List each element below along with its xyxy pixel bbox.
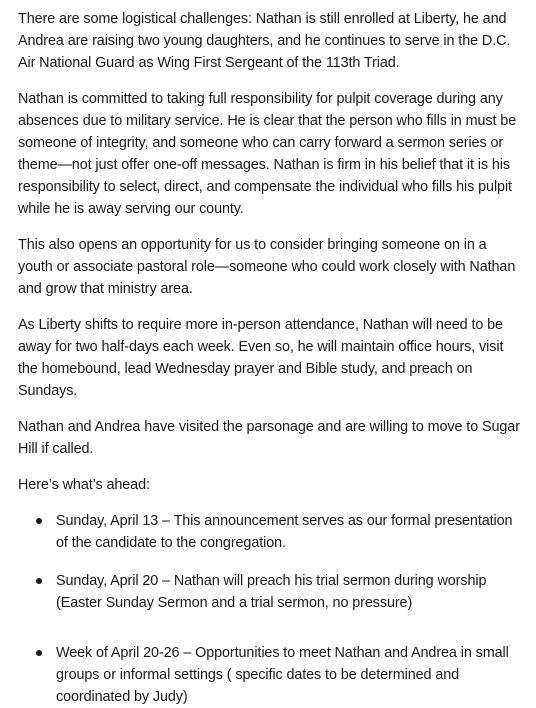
paragraph-liberty-attendance: As Liberty shifts to require more in-person attendance, Nathan will need to be away for two half-days each week. Even so, he will maintain office hours, visit the homebound, lead Wednesday prayer and Bible study, and preach on Sundays. [18, 317, 504, 399]
schedule-list [18, 510, 522, 708]
paragraph-pulpit-coverage: Nathan is committed to taking full responsibility for pulpit coverage during any absences due to military service. He is clear that the person who fills in must be someone of integrity, and someone who can carry forward a sermon series or theme—not just offer one-off messages. Nathan is firm in his belief that it is his responsibility to select, direct, and compensate the individual who fills his pulpit while he is away serving our county. [18, 91, 517, 217]
paragraph-parsonage: Nathan and Andrea have visited the parsonage and are willing to move to Sugar Hill if called. [18, 419, 520, 457]
paragraph-youth-role: This also opens an opportunity for us to consider bringing someone on in a youth or associate pastoral role—someone who could work closely with Nathan and grow that ministry area. [18, 237, 516, 297]
schedule-item [18, 570, 522, 614]
schedule-item-text: Sunday, April 13 – This announcement serves as our formal presentation of the candidate to the congregation. [56, 513, 513, 551]
paragraph-whats-ahead: Here’s what’s ahead: [18, 477, 150, 493]
bullet-icon [36, 518, 42, 524]
bullet-icon [36, 650, 42, 656]
schedule-item [18, 642, 522, 708]
schedule-item [18, 510, 522, 554]
bullet-icon [36, 578, 42, 584]
paragraph-logistics: There are some logistical challenges: Nathan is still enrolled at Liberty, he and Andrea are raising two young daughters, and he continues to serve in the D.C. Air National Guard as Wing First Sergeant of the 113th Triad. [18, 11, 511, 71]
schedule-item-text: Week of April 20-26 – Opportunities to meet Nathan and Andrea in small groups or informal settings ( specific dates to be determined and coordinated by Judy) [56, 645, 509, 705]
schedule-item-text: Sunday, April 20 – Nathan will preach his trial sermon during worship (Easter Sunday Sermon and a trial sermon, no pressure) [56, 573, 487, 611]
